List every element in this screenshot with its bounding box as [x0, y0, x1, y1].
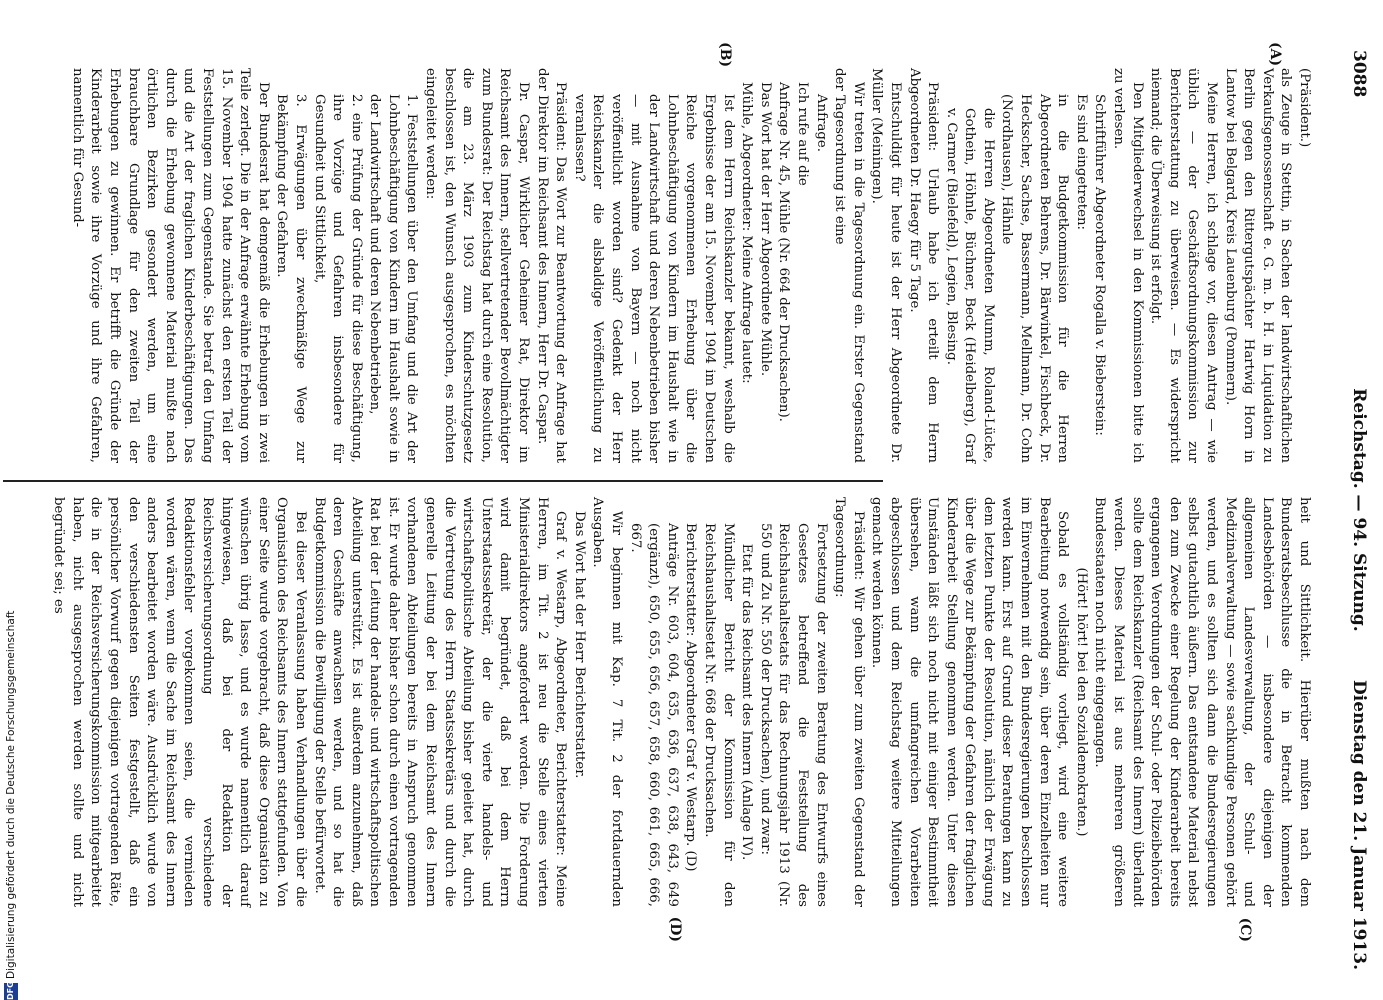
paragraph: Ich rufe auf die: [794, 82, 810, 186]
margin-mark-b: (B): [717, 42, 733, 68]
header-date: Dienstag den 21. Januar 1913.: [1349, 680, 1369, 970]
header-title: Reichstag. — 94. Sitzung.: [1349, 388, 1369, 632]
quoted-question: Ist dem Herrn Reichskanzler bekannt, weshalb die Ergebnisse der am 15. November 1904 im Deutschen Reiche vorgenommenen Erhebung über die Lohnbeschäftigung von Kindern im Haushalt wie in der Landwirtschaft und deren Nebenbetrieben bisher — mit Ausnahme von Bayern — noch nicht veröffentlicht worden sind? Gedenkt der Herr Reichskanzler die alsbaldige Veröffentlichung zu veranlassen?: [571, 94, 736, 463]
paragraph: Bei dieser Veranlassung haben Verhandlungen über die Organisation des Reichsamts des Innern stattgefunden. Von einer Seite wurde vorgebracht, daß diese Organisation zu wünschen übrig lasse, und es wurde namentlich darauf hingewiesen, daß bei der Redaktion der Reichsversicherungsordnung verschiedene Redaktionsfehler vorgekommen seien, die vermieden worden wären, wenn die Sache im Reichsamt des Innern anders bearbeitet worden wäre. Ausdrücklich wurde von den verschiedensten Seiten festgestellt, daß ein persönlicher Vorwurf gegen diejenigen vortragenden Räte, die in der Reichsversicherungskommission mitgearbeitet haben, nicht ausgesprochen werden sollte und nicht begründet sei; es: [51, 497, 308, 907]
margin-mark-a: (A): [1267, 42, 1283, 67]
list-item: 3. Erwägungen über zweckmäßige Wege zur Bekämpfung der Gefahren.: [274, 94, 308, 463]
paragraph: Präsident: Urlaub habe ich erteilt dem Herrn Abgeordneten Dr. Haegy für 5 Tage.: [906, 68, 941, 463]
column-divider: [3, 480, 883, 482]
paragraph: Präsident: Das Wort zur Beantwortung der Anfrage hat der Direktor im Reichsamt des Innern, Herr Dr. Caspar.: [534, 68, 569, 463]
paragraph: Es sind eingetreten:: [1073, 94, 1089, 231]
paragraph: Entschuldigt für heute ist der Herr Abgeordnete Dr. Müller (Meiningen).: [869, 68, 903, 463]
speaker-line: Schriftführer Abgeordneter Rogalla v. Bieberstein:: [1092, 94, 1108, 436]
paragraph: Mühle, Abgeordneter: Meine Anfrage lautet:: [739, 82, 755, 384]
agenda-subitem: Etat für das Reichsamt des Innern (Anlage IV).: [739, 543, 755, 861]
paragraph: Präsident: Wir gehen über zum zweiten Gegenstand der Tagesordnung:: [832, 497, 866, 907]
paragraph: Anträge Nr. 603, 604, 635, 636, 637, 638, 643, 649 (ergänzt), 650, 655, 656, 657, 658, 660, 661, 665, 666, 667.: [627, 523, 680, 907]
section-heading: Anfrage.: [813, 94, 829, 152]
paragraph: Wir treten in die Tagesordnung ein. Erster Gegenstand der Tagesordnung ist eine: [832, 68, 866, 463]
paragraph: Wir beginnen mit Kap. 7 Tit. 2 der fortdauernden Ausgaben.: [590, 497, 625, 907]
paragraph: in die Budgetkommission für die Herren Abgeordneten Behrens, Dr. Bärwinkel, Fischbeck, Dr. Heckscher, Sachse, Bassermann, Mellmann, Dr. Cohn (Nordhausen), Hähnle: [999, 94, 1071, 463]
agenda-item: Fortsetzung der zweiten Beratung des Entwurfs eines Gesetzes betreffend die Feststellung des Reichshaushaltsetats für das Rechnungsjahr 1913 (Nr. 550 und Zu Nr. 550 der Drucksachen), und zwar:: [757, 523, 829, 907]
paragraph: Der Bundesrat hat demgemäß die Erhebungen in zwei Teile zerlegt. Die in der Anfrage erwähnte Erhebung vom 15. November 1904 hatte zunächst den ersten Teil der Feststellungen zum Gegenstande. Sie betraf den Umfang und die Art der fraglichen Kinderbeschäftigungen. Das durch die Erhebung gewonnene Material mußte nach örtlichen Bezirken gesondert werden, um eine brauchbare Grundlage für den zweiten Teil der Erhebungen zu gewinnen. Er betrifft die Gründe der Kinderarbeit sowie ihre Vorzüge und ihre Gefahren, namentlich für Gesund-: [69, 68, 271, 463]
margin-mark-c: (C): [1237, 917, 1253, 942]
right-column: [49, 497, 1313, 907]
paragraph: die Herren Abgeordneten Mumm, Roland-Lücke, Gothein, Höhnle, Büchner, Beck (Heidelberg), Graf v. Carmer (Bielefeld), Legien, Blesing.: [943, 108, 996, 463]
list-item: 1. Feststellungen über den Umfang und die Art der Lohnbeschäftigung von Kindern im Haushalt sowie in der Landwirtschaft und deren Nebenbetrieben,: [367, 94, 420, 463]
paragraph: Sobald es vollständig vorliegt, wird eine weitere Bearbeitung notwendig sein, über deren Einzelheiten nur im Einvernehmen mit den Bundesregierungen beschlossen werden kann. Erst auf Grund dieser Beratungen kann zu dem letzten Punkte der Resolution, nämlich der Erwägung über die Wege zur Bekämpfung der Gefahren der fraglichen Kinderarbeit Stellung genommen werden. Unter diesen Umständen läßt sich noch nicht mit einiger Bestimmtheit übersehen, wann die umfangreichen Vorarbeiten abgeschlossen und dem Reichstag weitere Mitteilungen gemacht werden können.: [869, 497, 1071, 907]
page-header: [1333, 50, 1383, 970]
paragraph: Mündlicher Bericht der Kommission für den Reichshaushaltsetat Nr. 668 der Drucksachen.: [702, 523, 736, 907]
paragraph: Meine Herren, ich schlage vor, diesen Antrag — wie üblich — der Geschäftsordnungskommission zur Berichterstattung zu überweisen. — Es widerspricht niemand; die Überweisung ist erfolgt.: [1148, 68, 1220, 463]
paragraph: heit und Sittlichkeit. Hierüber mußten nach dem Bundesratsbeschlusse die in Betracht kommenden Landesbehörden — insbesondere diejenigen der allgemeinen Landesverwaltung, der Schul- und Medizinalverwaltung — sowie sachkundige Personen gehört werden, und es sollten sich dann die Bundesregierungen selbst gutachtlich äußern. Das entstandene Material nebst den zum Zwecke einer Regelung der Kinderarbeit bereits ergangenen Verordnungen der Schul- oder Polizeibehörden sollte dem Reichskanzler (Reichsamt des Innern) überlandt werden. Dieses Material ist aus mehreren größeren Bundesstaaten noch nicht eingegangen.: [1092, 497, 1312, 907]
speaker-note: (Präsident.): [1297, 68, 1312, 148]
paragraph: Den Mitgliederwechsel in den Kommissionen bitte ich zu verlesen.: [1111, 68, 1145, 463]
dfg-logo: DFG: [4, 983, 18, 1000]
left-column: [67, 68, 1313, 463]
funding-note: Digitalisierung gefördert durch die Deutsche Forschungsgemeinschaft: [5, 610, 17, 979]
paragraph: Das Wort hat der Herr Berichterstatter.: [571, 511, 587, 779]
interjection: (Hört! hört! bei den Sozialdemokraten.): [1073, 567, 1089, 837]
paragraph: als Zeuge in Stettin, in Sachen der landwirtschaftlichen Verkaufsgenossenschaft e. G. m. b. H. in Liquidation zu Berlin gegen den Rittergutspächter Hartwig Horn in Lantow bei Belgard, Kreis Lauenburg (Pommern).: [1222, 68, 1294, 463]
paragraph: Berichterstatter: Abgeordneter Graf v. Westarp. (D): [683, 523, 699, 872]
list-item: 2. eine Prüfung der Gründe für diese Beschäftigung, ihre Vorzüge und Gefahren insbesondere für Gesundheit und Sittlichkeit,: [311, 94, 364, 463]
margin-mark-d: (D): [667, 916, 683, 942]
paragraph: Das Wort hat der Herr Abgeordnete Mühle.: [757, 82, 773, 377]
paragraph: Dr. Caspar, Wirklicher Geheimer Rat, Direktor im Reichsamt des Innern, stellvertretender Bevollmächtigter zum Bundesrat: Der Reichstag hat durch eine Resolution, die am 23. März 1903 zum Kinderschutzgesetz beschlossen ist, den Wunsch ausgesprochen, es möchten eingeleitet werden:: [423, 68, 532, 463]
paragraph: Graf v. Westarp, Abgeordneter, Berichterstatter: Meine Herren, im Tit. 2 ist neu die Stelle eines vierten Ministerialdirektors angefordert worden. Die Forderung wird damit begründet, daß bei dem Herrn Unterstaatssekretär, der die vierte handels- und wirtschaftspolitische Abteilung bisher geleitet hat, durch die Vertretung des Herrn Staatssekretärs und durch die generelle Leitung der bei dem Reichsamt des Innern vorhandenen Abteilungen bereits in Anspruch genommen ist. Er wurde daher bisher schon durch einen vortragenden Rat bei der Leitung der handels- und wirtschaftspolitischen Abteilung unterstützt. Es ist außerdem anzunehmen, daß deren Geschäfte anwachsen werden, und so hat die Budgetkommission die Bewilligung der Stelle befürwortet.: [311, 497, 569, 907]
paragraph: Anfrage Nr. 45, Mühle (Nr. 664 der Drucksachen).: [776, 82, 792, 422]
page-number: 3088: [1349, 50, 1369, 98]
